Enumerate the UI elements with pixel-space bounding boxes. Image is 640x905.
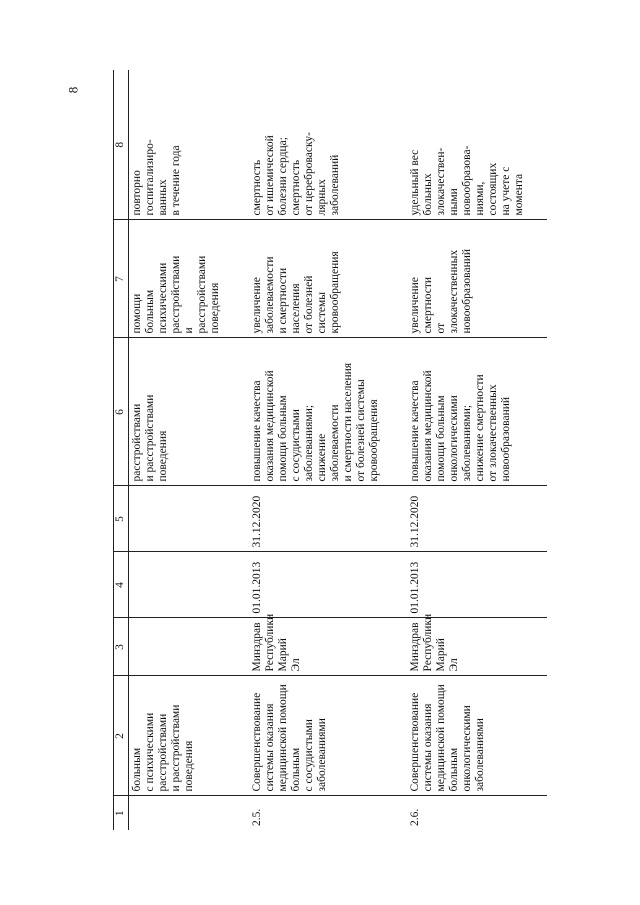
expected-result: повышение качества оказания медицинской помощи больным онкологическими заболеваниями; снижение смертности от злокачественных новообразований xyxy=(407,338,547,486)
start-date: 01.01.2013 xyxy=(407,552,547,618)
table-row xyxy=(407,70,547,830)
row-number: 2.6. xyxy=(408,808,421,826)
measure-name: больным с психическими расстройствами и расстройствами поведения xyxy=(129,676,249,796)
executor xyxy=(129,618,249,676)
row-number: 2.5. xyxy=(250,808,263,826)
consequence: увеличение заболеваемости и смертности населения от болезней системы кровообращения xyxy=(249,220,407,338)
start-date: 01.01.2013 xyxy=(249,552,407,618)
col-header: 4 xyxy=(114,552,129,618)
end-date xyxy=(129,486,249,552)
col-header: 8 xyxy=(114,70,129,220)
measures-table xyxy=(113,70,547,830)
col-header: 7 xyxy=(114,220,129,338)
executor: Минздрав Республики Марий Эл xyxy=(407,618,547,676)
row-number xyxy=(129,796,249,830)
col-header: 2 xyxy=(114,676,129,796)
measure-name: Совершенствование системы оказания медицинской помощи больным с сосудистыми заболеваниями xyxy=(249,676,407,796)
executor: Минздрав Республики Марий Эл xyxy=(249,618,407,676)
expected-result: расстройствами и расстройствами поведения xyxy=(129,338,249,486)
consequence: помощи больным психическими расстройствами и расстройствами поведения xyxy=(129,220,249,338)
indicator: смертность от ишемической болезни сердца; смертность от цереброваску- лярных заболеваний xyxy=(249,70,407,220)
table-row xyxy=(129,70,249,830)
end-date: 31.12.2020 xyxy=(249,486,407,552)
table-row xyxy=(249,70,407,830)
column-number-row xyxy=(114,70,129,830)
col-header: 6 xyxy=(114,338,129,486)
indicator: повторно госпитализиро- ванных в течение года xyxy=(129,70,249,220)
col-header: 3 xyxy=(114,618,129,676)
indicator: удельный вес больных злокачествен- ными новообразова- ниями, состоящих на учете с момента xyxy=(407,70,547,220)
end-date: 31.12.2020 xyxy=(407,486,547,552)
expected-result: повышение качества оказания медицинской помощи больным с сосудистыми заболеваниями; снижение заболеваемости и смертности населения от болезней системы кровообращения xyxy=(249,338,407,486)
start-date xyxy=(129,552,249,618)
consequence: увеличение смертности от злокачественных новообразований xyxy=(407,220,547,338)
measure-name: Совершенствование системы оказания медицинской помощи больным онкологическими заболеваниями xyxy=(407,676,547,796)
col-header: 1 xyxy=(114,796,129,830)
col-header: 5 xyxy=(114,486,129,552)
page-number: 8 xyxy=(65,86,81,94)
rotated-table-sheet xyxy=(113,70,553,830)
